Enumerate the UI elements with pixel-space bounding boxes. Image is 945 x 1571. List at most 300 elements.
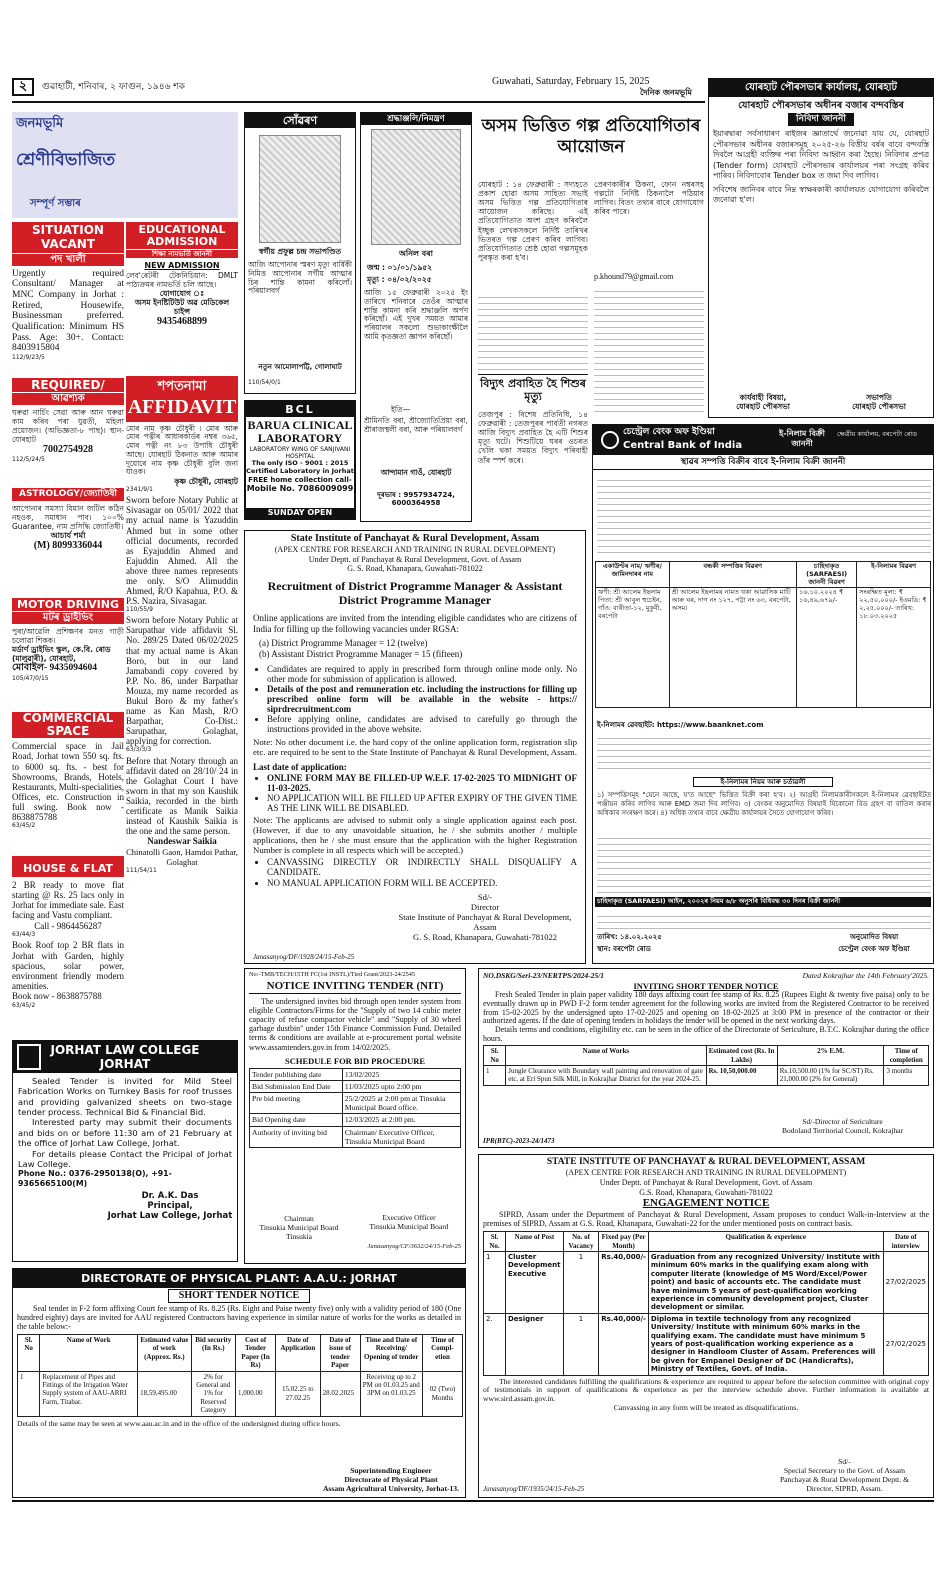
engage-title: ENGAGEMENT NOTICE: [642, 1197, 770, 1210]
siprd-head-2: (APEX CENTRE FOR RESEARCH AND TRAINING IN RURAL DEVELOPMENT): [274, 545, 556, 554]
engage-cell: Rs.40,000/-: [599, 1252, 649, 1314]
seri-ref: NO.DSKG/Seri-23/NERTPS/2024-25/1: [483, 971, 605, 980]
bank-terms-filler: [597, 833, 931, 893]
nit-cell: Pre bid meeting: [250, 1093, 343, 1114]
nit-notice: [244, 968, 466, 1264]
nit-schedule-title: SCHEDULE FOR BID PROCEDURE: [284, 1055, 426, 1066]
aau-col: Bid security (In Rs.): [191, 1335, 236, 1372]
affidavit-code-1: 2341/9/1: [126, 486, 153, 494]
house-flat-text-1: 2 BR ready to move flat starting @ Rs. 25 lacs only in Jorhat for immediate sale. East facing and Vastu compliant.: [12, 880, 124, 921]
aau-table: [17, 1334, 463, 1417]
engage-col: Name of Post: [506, 1232, 564, 1252]
affidavit-text-1: মোৰ নাম কৃষ্ণ চৌধুৰী ৷ মোৰ আৰু মোৰ পত্নীৰ আধাৰকাৰ্ডৰ নম্বৰ ৩৬৫, মোৰ পত্নী নং ৮৩ উপাধি চৌধুৰী আছে। যোৰহাট ঠিকনাত আৰু আমাৰ দুয়োৰে নাম কৃষ্ণ চৌধুৰী বুলি জনা যাওক।: [126, 423, 238, 477]
aau-sign: [323, 1466, 459, 1493]
law-college-text-3: For details please Contact the Pricipal of Jorhat Law College.: [18, 1148, 232, 1169]
bank-col-2: বন্ধকী সম্পত্তিৰ বিৱৰণ: [669, 562, 796, 588]
law-college-notice: [12, 1040, 238, 1262]
table-row: [250, 1126, 461, 1147]
nit-sign2-office: Tinsukia Municipal Board: [369, 1222, 449, 1231]
municipal-signatory-1: [713, 393, 813, 411]
seri-cell: Rs.10,500.00 (1% for SC/ST) Rs. 21,000.00 (2% for General): [777, 1066, 884, 1086]
affidavit-code-4: 111/54/11: [126, 867, 157, 875]
astrology-heading: ASTROLOGY/জ্যোতিষী: [12, 488, 124, 501]
nit-sign-1: [249, 1214, 349, 1241]
lab-free-collection: FREE home collection call-: [248, 475, 352, 484]
aau-col: Date of Application: [276, 1335, 321, 1372]
tribute-birth: জন্ম : ০১/০১/১৯৫২: [367, 263, 433, 272]
nit-title: NOTICE INVITING TENDER (NIT): [249, 980, 461, 994]
seri-title: INVITING SHORT TENDER NOTICE: [633, 981, 779, 991]
aau-sign-2: Directorate of Physical Plant: [344, 1474, 438, 1484]
aau-cell: 18,59,495.00: [138, 1371, 191, 1416]
masthead-date-english: Guwahati, Saturday, February 15, 2025: [492, 76, 650, 87]
municipal-notice: [708, 78, 934, 418]
engage-sign: [780, 1457, 909, 1493]
law-college-logo-icon: [17, 1044, 41, 1070]
seri-text-2: Details terms and conditions, eligibility etc. can be seen in the office of the Directorate of Sericulture, B.T.C. Kokrajhar during the office hours.: [483, 1024, 929, 1043]
bank-name-assamese: চেন্ট্ৰেল বেংক অফ ইণ্ডিয়া: [623, 427, 715, 437]
engage-col: No. of Vacancy: [563, 1232, 598, 1252]
law-college-sign-name: Dr. A.K. Das: [141, 1190, 199, 1201]
engage-col: Sl. No.: [484, 1232, 506, 1252]
house-flat-heading: HOUSE & FLAT: [12, 856, 124, 877]
aau-title: SHORT TENDER NOTICE: [168, 1289, 310, 1303]
municipal-sig2-office: যোৰহাট পৌৰসভা: [852, 402, 906, 411]
table-row: [484, 1046, 929, 1066]
affidavit-text-3: Sworn before Notary Public at Sarupathar vide affidavit Sl. No. 289/25 Dated 06/02/2025 that my actual name is Akan Boro, but in our land Jamabandi copy covered by P.P. No. 86, under Barpathar Mouza, my name recorded as Bukul Boro & my father's name as Kan Mash, R/O Barpathar, Co-Dist.: Sarupathar, Golaghat, applying for correction.: [126, 615, 238, 747]
nit-sign1-title: Chairman: [284, 1214, 314, 1223]
house-flat-call: Call - 9864456287: [34, 920, 102, 931]
engage-sign-2: Panchayat & Rural Development Deptt. &: [779, 1474, 909, 1484]
aau-col: Time of Compl-etion: [422, 1335, 462, 1372]
siprd-sign-3: G. S. Road, Khanapara, Guwahati-781022: [413, 932, 557, 943]
engage-col: Qualification & experience: [648, 1232, 883, 1252]
tribute-photo: [371, 129, 461, 245]
astrology-text: আপোনাৰ সমস্যা যিমান জটিল কঠিন নহওক, সমাধান পাব। ১০০% Guarantee, নাম প্ৰসিদ্ধি জ্যোতিষী।: [12, 503, 124, 531]
nit-cell: 25/2/2025 at 2:00 pm at Tinsukia Municipal Board office.: [342, 1093, 460, 1114]
siprd-signature: [393, 892, 577, 943]
motor-driving-ad: [12, 598, 124, 706]
seri-col: Name of Works: [506, 1046, 706, 1066]
aau-cell: 1,000.00: [236, 1371, 276, 1416]
educational-label: NEW ADMISSION: [144, 261, 220, 271]
astrology-name: আচাৰ্য শৰ্মা: [50, 530, 86, 540]
affidavit-code-2: 110/55/9: [126, 606, 153, 614]
municipal-more: সবিশেষ জানিবৰ বাবে নিম্ন স্বাক্ষৰকাৰী কাৰ্যালয়ত যোগাযোগ কৰিবলৈ জনোৱা হ'ল।: [713, 184, 929, 205]
engage-code: Janasanyog/DF/1935/24/15-Feb-25: [483, 1484, 585, 1493]
table-row: [18, 1371, 463, 1416]
nit-cell: 11/03/2025 upto 2:00 pm: [342, 1081, 460, 1093]
bank-website: ই-নিলামৰ ৱেবছাইট: https://www.baanknet.com: [597, 721, 764, 729]
affidavit-address-4: Chinatolli Gaon, Hamdoi Pathar, Golaghat: [126, 846, 238, 868]
aau-tender-notice: [12, 1268, 466, 1498]
obituary-code: 110/54/0/1: [248, 379, 281, 386]
story-subheadline: বিদ্যুৎ প্ৰবাহিত হৈ শিশুৰ মৃত্যু: [478, 374, 588, 403]
tribute-text: আজি ১৫ ফেব্ৰুৱাৰী ২০২৫ ইং তাৰিখে শনিবাৰে তেওঁৰ আত্মাৰ শান্তি কামনা কৰি শ্ৰদ্ধাঞ্জলি অৰ্পণ কৰিছোঁ। এই দুখৰ সময়ত আমাৰ পৰিয়ালৰ সকলো শুভাকাংক্ষীলৈ আমি কৃতজ্ঞতা জ্ঞাপন কৰিছোঁ।: [364, 288, 468, 341]
engage-footer-2: Canvassing in any form will be treated as disqualifications.: [613, 1403, 799, 1413]
obituary-name: স্বৰ্গীয় প্ৰফুল্ল চন্দ্ৰ সভাপণ্ডিত: [258, 247, 342, 256]
aau-col: Date of issue of tender Paper: [320, 1335, 360, 1372]
affidavit-subheading: AFFIDAVIT: [126, 395, 238, 422]
classifieds-brand: জনমভূমি: [16, 116, 64, 131]
engage-cell: Diploma in textile technology from any recognized University/ Institute with minimum 60% marks in the qualifying exam. The candidate must have minimum 5 years of post-qualification working experience as a designer in Handloom Cluster of Assam. Preferences will be given for Empanel Designer of DC (Handicrafts), Ministry of Textiles, Govt. of India.: [648, 1313, 883, 1375]
tribute-ad: [360, 112, 472, 522]
story-email: p.khound79@gmail.com: [594, 272, 674, 281]
required-heading: REQUIRED/: [12, 378, 124, 392]
siprd-note-2: Note: The applicants are advised to submit only a single application against each post. (However, if due to any unavoidable situation, he / she submits another / multiple applications, then he / she must ensure that the application with the higher Registration Number is complete in all respects which will be accepted.): [253, 815, 577, 855]
seri-date: Dated Kokrajhar the 14th February'2025.: [802, 971, 929, 980]
siprd-head-3: Under Deptt. of Panchayat & Rural Development, Govt. of Assam: [308, 554, 522, 564]
seri-sign-2: Bodoland Territorial Council, Kokrajhar: [782, 1126, 903, 1135]
table-row: [596, 562, 931, 588]
tribute-name: অনিল বৰা: [398, 249, 433, 258]
law-college-sign-title: Principal,: [147, 1201, 193, 1212]
bank-cell-auction: সংৰক্ষিত মূল্য: ₹ ২২,৫০,০০০/- ইএমডি: ₹ ২,২৫,০০০/- তাৰিখ: ১৮.০৩.২০২৫: [857, 588, 931, 708]
situation-vacant-ad: [12, 222, 124, 372]
educational-heading: EDUCATIONAL ADMISSION: [126, 222, 238, 249]
situation-vacant-heading: SITUATION VACANT: [12, 222, 124, 253]
table-row: [484, 1252, 929, 1314]
affidavit-name-1: কৃষ্ণ চৌধুৰী, যোৰহাট: [174, 477, 238, 487]
lab-iso: The only ISO - 9001 : 2015 Certified Laboratory in Jorhat: [246, 458, 354, 475]
nit-sign1-place: Tinsukia: [286, 1232, 312, 1241]
engage-cell: Rs.40,000/-: [599, 1313, 649, 1375]
affidavit-heading: শপতনামা: [126, 376, 238, 395]
commercial-space-text: Commercial space in Jail Road, Jorhat town 550 sq. fts. to 6000 sq. fts. - best for Showrooms, Brands, Hotels, Restaurants, Multi-specialities, Offices, etc. Construction in full swing. Book now - 8638875788: [12, 741, 124, 822]
engage-cell: Cluster Development Executive: [506, 1252, 564, 1314]
educational-phone: 9435468899: [157, 316, 207, 328]
siprd-post-b: (b) Assistant District Programme Manager = 15 (fifteen): [259, 648, 463, 659]
aau-sign-1: Superintending Engineer: [350, 1465, 432, 1475]
engage-cell: Graduation from any recognized University/ Institute with minimum 60% marks in the qualifying exam along with computer literate (knowledge of MS Word/Excel/Power point) and basic of accounts etc. The candidate must have minimum 5 years of post-qualification working experience in community development project, Cluster development or similar.: [648, 1252, 883, 1314]
siprd-sign-2: State Institute of Panchayat & Rural Development, Assam: [398, 911, 572, 933]
engage-head-3: Under Deptt. of Panchayat & Rural Development, Govt. of Assam: [599, 1177, 813, 1187]
bank-cell-property: শ্ৰী আলেম ইছলামৰ নামত থকা আৱাসিক মাটি আৰু ঘৰ, দাগ নং ১২৭, পট্টা নং ৬৩, বৰপেটা, অসম।: [669, 588, 796, 708]
nit-cell: Chairman/ Executive Officer, Tinsukia Municipal Board: [342, 1126, 460, 1147]
law-college-city: JORHAT: [99, 1057, 151, 1072]
nit-ref: No:-TMB/TECH/15TH FC(1st INSTL)/Tied Grant/2023-24/2545: [249, 971, 416, 978]
lab-subtitle: LABORATORY WING OF SANJIVANI HOSPITAL: [249, 445, 351, 460]
classifieds-banner-right: [120, 112, 238, 218]
seri-text: Fresh Sealed Tender in plain paper validity 180 days affixing court fee stamp of Rs. 8.25 (Rupees Eight & twenty five paisa) only to be eventually drawn up in PWD F-2 form tender agreement for the following works are invited from the Registered Contractor to be received from 15-02-2025 by the undersigned upto 17-02-2025 and opening on 18-02-2025 at 3:00 PM in presence of the contractor or their authorized agents. If the date of opening tenders in holidays the tender will be opened in the next working days.: [483, 990, 929, 1026]
engage-cell: 27/02/2025: [883, 1313, 928, 1375]
aau-cell: Replacement of Pipes and Fittings of the Irrigation Water Supply system of AAU-ARRI Farm, Titabar.: [40, 1371, 138, 1416]
municipal-heading: যোৰহাট পৌৰসভাৰ কাৰ্যালয়, যোৰহাট: [709, 79, 933, 97]
law-college-header: [13, 1041, 237, 1073]
siprd-bullet-2: • Details of the post and remuneration etc. including the instructions for filling up prescribed online form will be available in the website - https:// siprdrecruitment.com: [267, 684, 577, 714]
nit-cell: 12/03/2025 at 2:00 pm.: [342, 1114, 460, 1126]
story-text-1: যোৰহাট : ১৪ ফেব্ৰুৱাৰী : সদ্যহতে প্ৰকাশ হোৱা অসম সাহিত্য সভাই অসম ভিত্তিত গল্প প্ৰতিযোগিতাৰ আয়োজন কৰিছে। এই প্ৰতিযোগিতাত অংশ গ্ৰহণ কৰিবলৈ ইচ্ছুক লেখকসকলে নিৰ্দিষ্ট তাৰিখৰ ভিতৰত গল্প প্ৰেৰণ কৰিব লাগিব। প্ৰতিযোগিতাত শ্ৰেষ্ঠ হোৱা গল্পসমূহক পুৰস্কৃত কৰা হ'ব।: [478, 180, 588, 262]
aau-cell: 1: [18, 1371, 40, 1416]
aau-col: Cost of Tender Paper (In Rs): [236, 1335, 276, 1372]
engage-table: [483, 1231, 929, 1375]
commercial-space-heading: COMMERCIAL SPACE: [12, 712, 124, 738]
page-number: ২: [12, 78, 34, 96]
bank-cell-borrower: ঋণী: শ্ৰী আলেম ইছলাম পিতা: শ্ৰী আবুল হুচেইন, গাঁও: বাৰীতা-১২, মুকুবী, বৰপেটা: [596, 588, 670, 708]
house-flat-code-1: 63/44/3: [12, 931, 36, 939]
aau-footer: Details of the same may be seen at www.aau.ac.in and in the office of the undersigned during office hours.: [17, 1418, 341, 1428]
house-flat-code-2: 63/45/2: [12, 1001, 36, 1009]
engage-col: Fixed pay (Per Month): [599, 1232, 649, 1252]
lab-title: BARUA CLINICAL LABORATORY: [247, 418, 353, 446]
story-text-3: তেজপুৰ : বিশেষ প্ৰতিনিধি, ১৪ ফেব্ৰুৱাৰী : তেজপুৰৰ পাৰ্বতী নগৰত আজি বিদ্যুৎ প্ৰবাহিত হৈ এটি শিশুৰ মৃত্যু ঘটে। শিশুটিয়ে ঘৰৰ ওচৰত খেলি থকা সময়ত বিদ্যুৎ পৰিবাহী তাঁৰ স্পৰ্শ কৰে।: [478, 410, 588, 465]
motor-driving-code: 105/47/0/15: [12, 674, 49, 682]
obituary-heading: সোঁৱৰণ: [245, 113, 355, 128]
siprd-title: Recruitment of District Programme Manager & Assistant District Programme Manager: [267, 578, 563, 607]
aau-cell: 28.02.2025: [320, 1371, 360, 1416]
table-row: [484, 1066, 929, 1086]
municipal-signatory-2: [829, 393, 929, 411]
commercial-space-ad: [12, 712, 124, 852]
aau-cell: Receiving up to 2 PM on 01.03.25 and 3PM on 01.03.25: [360, 1371, 422, 1416]
motor-driving-phone: মোবাইল- 9435094604: [12, 663, 97, 674]
table-row: [596, 588, 931, 708]
bank-logo-icon: [601, 431, 619, 449]
aau-cell: 02 (Two) Months: [422, 1371, 462, 1416]
nit-cell: Authority of inviting bid: [250, 1126, 343, 1147]
story-headline: অসম ভিত্তিত গল্প প্ৰতিযোগিতাৰ আয়োজন: [481, 116, 701, 158]
lab-ad: [244, 400, 356, 520]
municipal-sig1-office: যোৰহাট পৌৰসভা: [736, 402, 790, 411]
bank-terms-heading: ই-নিলামৰ নিয়ম আৰু চৰ্তাৱলী: [693, 777, 833, 787]
seri-cell: Jungle Clearance with Boundary wall painting and renovation of gate etc. at Eri Spun Silk Mill, in Kokrajhar District for the year 2024-25.: [506, 1066, 706, 1086]
bank-property-table: [595, 561, 931, 708]
nit-sign-2: [357, 1213, 461, 1231]
seri-col: Time of completion: [884, 1046, 929, 1066]
bank-heading: স্থাৱৰ সম্পত্তি বিক্ৰীৰ বাবে ই-নিলাম বিক্ৰী জাননী: [593, 455, 933, 470]
siprd-warning-2: • NO MANUAL APPLICATION FORM WILL BE ACCEPTED.: [267, 878, 577, 888]
educational-subheading: শিক্ষা নামভৰ্তি জাননী: [126, 250, 238, 258]
nit-cell: 13/02/2025: [342, 1069, 460, 1081]
tribute-heading: শ্ৰদ্ধাঞ্জলি/নিমন্ত্ৰণ: [361, 113, 471, 125]
nit-text: The undersigned invites bid through open tender system from eligible Contractors/Firms for the "Supply of two 14 cubic meter capacity of refuse compactor vehicle" and "Supply of 30 wheel garbage dustbin" under 15th Finance Commission Fund. Detailed terms & conditions are available at e-procurement portal website www.assamtenders.gov.in from 14/02/2025.: [249, 996, 461, 1052]
table-row: [250, 1114, 461, 1126]
siprd-last-date-1: • ONLINE FORM MAY BE FILLED-UP W.E.F. 17-02-2025 TO MIDNIGHT OF 11-03-2025.: [267, 773, 577, 793]
page-bottom-rule: [12, 1500, 934, 1502]
engage-head-1: STATE INSTITUTE OF PANCHAYAT & RURAL DEVELOPMENT, ASSAM: [546, 1157, 866, 1167]
siprd-intro: Online applications are invited from the intending eligible candidates who are citizens of India for filling up the following vacancies under RGSA:: [253, 613, 577, 634]
bank-name: Central Bank of India: [623, 440, 743, 451]
seri-cell: 1: [484, 1066, 506, 1086]
engage-cell: 2.: [484, 1313, 506, 1375]
seri-col: 2% E.M.: [777, 1046, 884, 1066]
story-text-2: প্ৰেৰণকাৰীৰ ঠিকনা, ফোন নম্বৰসহ গল্পটো নিৰ্দিষ্ট ঠিকনালৈ পঠিয়াব লাগিব। বিতং তথ্যৰ বাবে যোগাযোগ কৰিব পাৰে।: [594, 180, 704, 217]
bank-terms-text: ১) সম্পত্তিসমূহ "যেনে আছে, য'ত আছে" ভিত্তিত বিক্ৰী কৰা হ'ব। ২) আগ্ৰহী নিলামকাৰীসকলে ই-নিলামৰ ৱেবছাইটত পঞ্জীয়ন কৰিব লাগিব আৰু EMD জমা দিব লাগিব। ৩) বেংকৰ অনুমোদিত বিষয়াই যিকোনো বিড গ্ৰহণ বা বাতিল কৰাৰ অধিকাৰ সংৰক্ষণ কৰে। ৪) অধিক তথ্যৰ বাবে ক্ষেত্ৰীয় কাৰ্যালয়ৰ সৈতে যোগাযোগ কৰিব।: [597, 791, 931, 817]
house-flat-ad: [12, 856, 124, 1036]
siprd-bullets: [267, 664, 577, 735]
nit-sign2-title: Executive Officer: [382, 1213, 436, 1222]
house-flat-text-2: Book Roof top 2 BR flats in Jorhat with Garden, highly spacious, solar power, environment friendly modern amenities.: [12, 940, 124, 991]
required-subheading: আৱশ্যক: [12, 393, 124, 405]
motor-driving-subheading: মটৰ ড্ৰাইভিং: [12, 612, 124, 624]
motor-driving-school: মৰ্ডাৰ্ণ ড্ৰাইভিং স্কুল, কে.বি. ৰোড (মালুৱাৰী), যোৰহাট,: [12, 645, 111, 664]
affidavit-code-3: 63/3/3/3: [126, 746, 152, 754]
bank-authorised-bank: চেণ্ট্ৰেল বেংক অফ ইণ্ডিয়া: [838, 945, 910, 953]
engage-footer-1: The interested candidates fulfilling the qualifications & experience are required to appear before the selection committee with original copy of testimonials in support of qualifications & experience as per the interview schedule above. Further information is available at www.sird.assam.gov.in.: [483, 1376, 929, 1403]
aau-col: Time and Date of Receiving/ Opening of tender: [360, 1335, 422, 1372]
aau-col: Name of Work: [40, 1335, 138, 1372]
astrology-ad: [12, 488, 124, 588]
required-text: ঘৰুৱা নাৰ্চিং সেৱা আৰু আন ঘৰুৱা কাম কৰিব পৰা যুৱতী, মহিলা প্ৰয়োজন। (অভিজ্ঞতা-৮ পাছ)। স্থান- যোৰহাট: [12, 408, 124, 445]
engage-sign-3: Director, SIPRD, Assam.: [806, 1483, 883, 1493]
situation-vacant-subheading: পদ খালী: [12, 254, 124, 266]
bank-place: স্থান: বৰপেটা ৰোড: [597, 945, 651, 953]
lab-logo: BCL: [246, 402, 354, 417]
engage-cell: 27/02/2025: [883, 1252, 928, 1314]
obituary-ad: [244, 112, 356, 394]
aau-text: Seal tender in F-2 form affixing Court fee stamp of Rs. 8.25 (Rs. Eight and Paise twenty five) only with a validity period of 180 (One hundred eighty) days are invited for AAU registered Contractors having experience in similar nature of works for the works as detailed in the table below:-: [17, 1304, 461, 1332]
table-row: [250, 1093, 461, 1114]
siprd-note-1: Note: No other document i.e. the hard copy of the online application form, registration slip etc. are required to be sent to the State Institute of Panchayat & Rural Development, Assam.: [253, 737, 577, 758]
lab-sunday-open: SUNDAY OPEN: [246, 508, 354, 518]
nit-sign1-office: Tinsukia Municipal Board: [259, 1223, 339, 1232]
municipal-notice-label: নিবিদা জাননী: [788, 113, 854, 126]
municipal-subheading: যোৰহাট পৌৰসভাৰ অধীনৰ বজাৰ বন্দবস্তিৰ: [738, 100, 904, 111]
classifieds-banner: [12, 112, 120, 218]
educational-institute: অসম ইনষ্টিটিউট অৱ মেডিকেল চাইন্স: [134, 298, 230, 317]
bank-col-3: চাহিদাকৃত (SARFAESI) জাননী বিৱৰণ: [796, 562, 856, 588]
classifieds-subtitle: সম্পূৰ্ণ সম্ভাৰ: [30, 198, 81, 209]
bank-cell-demand: ১৬.১০.২০২৪ ₹ ১৬,৪৯,৬৭৯/-: [796, 588, 856, 708]
law-college-name: JORHAT LAW COLLEGE: [50, 1043, 200, 1057]
engage-head-4: G.S. Road, Khanapara, Guwahati-781022: [639, 1187, 773, 1197]
siprd-bullet-3: • Before applying online, candidates are advised to carefully go through the instructions provided in the above website.: [267, 714, 577, 734]
seri-col: Sl. No: [484, 1046, 506, 1066]
engage-sign-1: Special Secretary to the Govt. of Assam: [783, 1465, 906, 1475]
tribute-phone: দূৰভাষ : 9957934724, 6000364958: [377, 491, 455, 508]
educational-contact-label: যোগাযোগ ঃ: [159, 289, 205, 299]
siprd-head-1: State Institute of Panchayat & Rural Development, Assam: [290, 533, 540, 544]
seri-code: IPR(BTC)-2023-24/1473: [483, 1136, 555, 1145]
engage-intro: SIPRD, Assam under the Department of Panchayat & Rural Development, Assam proposes to conduct Walk-in-Interview at the premises of SIPRD, Assam at G.S. Road, Khanapara, Guwahati-22 for the under mentioned posts on contract basis.: [483, 1210, 929, 1229]
bank-authorised-officer: অনুমোদিত বিষয়া: [849, 933, 899, 941]
educational-admission-ad: [126, 222, 238, 370]
affidavit-name-4: Nandeswar Saikia: [147, 836, 217, 847]
affidavit-column: [126, 376, 238, 1036]
bank-sarfaesi-notice: চাহিদাকৃত (SARFAESI) আইন, ২০০২ৰ নিয়ম ৬/৮ অনুসৰি বিধিবদ্ধ ৩০ দিনৰ বিক্ৰী জাননী: [595, 897, 931, 907]
municipal-sig2-title: সভাপতি: [866, 393, 892, 402]
siprd-last-date-heading: Last date of application:: [253, 761, 347, 772]
tribute-from: ইতি—: [391, 405, 411, 414]
masthead-rule: [12, 101, 705, 103]
tribute-address: আন্দামান গাওঁ, যোৰহাট: [380, 468, 452, 477]
nit-cell: Bid Submission End Date: [250, 1081, 343, 1093]
siprd-head-4: G. S. Road, Khanapara, Guwahati-781022: [347, 564, 483, 574]
seri-sign: [782, 1117, 903, 1135]
engage-cell: 1: [563, 1313, 598, 1375]
bank-auction-notice: [592, 424, 934, 964]
siprd-warnings: [267, 857, 577, 887]
masthead-paper-name: দৈনিক জনমভূমি: [640, 88, 692, 97]
astrology-phone: (M) 8099336044: [33, 540, 103, 552]
engage-sd: Sd/-: [838, 1456, 851, 1466]
required-phone: 7002754928: [43, 444, 93, 456]
engage-cell: Designer: [506, 1313, 564, 1375]
aau-cell: 15.02.25 to 27.02.25: [276, 1371, 321, 1416]
table-row: [250, 1081, 461, 1093]
municipal-text: ইয়াৰদ্বাৰা সৰ্বসাধাৰণ ৰাইজৰ জ্ঞাতাৰ্থে জনোৱা যায় যে, যোৰহাট পৌৰসভাৰ অধীনৰ বজাৰসমূহ ২০২৫-২৬ বিত্তীয় বৰ্ষৰ বাবে বন্দবস্তি দিবলৈ আগ্ৰহী ব্যক্তিৰ পৰা নিবিদা আহ্বান কৰা হৈছে। নিবিদাৰ প্ৰপত্ৰ (Tender form) যোৰহাট পৌৰসভাৰ কাৰ্যালয়ৰ পৰা সংগ্ৰহ কৰিব পাৰিব। নিবিদাবোৰ Tender box ত জমা দিব লাগিব।: [713, 129, 929, 181]
lab-mobile: Mobile No. 7086009099: [246, 483, 354, 493]
aau-sign-3: Assam Agricultural University, Jorhat-13.: [322, 1483, 459, 1493]
siprd-bullet-1: • Candidates are required to apply in prescribed form through online mode only. No other mode for submission of application is allowed.: [267, 664, 577, 684]
law-college-sign: [103, 1191, 237, 1222]
siprd-sd: Sd/-: [477, 891, 493, 902]
house-flat-book: Book now - 8638875788: [12, 990, 102, 1001]
educational-text: লেব'ৰেটৰী টেকনিচিয়ান: DMLT পাঠ্যক্ৰমৰ নামভৰ্তি চলি আছে।: [126, 271, 238, 290]
bank-date: তাৰিখ: ১৪.০২.২০২৫: [597, 933, 662, 941]
siprd-last-dates: [267, 773, 577, 813]
aau-col: Estimated value of work (Approx. Rs.): [138, 1335, 191, 1372]
bank-instructions: [597, 733, 931, 773]
affidavit-text-2: Sworn before Notary Public at Sivasagar on 05/01/ 2022 that my actual name is Yazuddin Ahmed but in some other official documents, recorded as Eyajuddin Ahmed and Eajuddin Ahmed. All the above three names represents me only. S/O Alimuddin Ahmed, R/O Kapahua, P.O. & P.S. Nazira, Sivasagar.: [126, 495, 238, 607]
affidavit-text-4: Before that Notary through an affidavit dated on 28/10/ 24 in the Golaghat Court I have sworn in that my son Kaushik Saikia, recorded in the birth certificate as Manik Saikia instead of Kaushik Saikia is the one and the same person.: [126, 755, 238, 837]
law-college-sign-office: Jorhat Law College, Jorhat: [107, 1211, 233, 1222]
masthead-date-assamese: গুৱাহাটী, শনিবাৰ, ২ ফাগুন, ১৯৪৬ শক: [42, 82, 185, 92]
tribute-family: শ্ৰীমিনতি বৰা, শ্ৰীজ্যোতিপ্ৰিয়া বৰা, শ্ৰীৰাজস্থলী বৰা, আৰু পৰিয়ালবৰ্গ: [364, 416, 468, 434]
tribute-death: মৃত্যু : ০৪/০২/২০২৫: [367, 275, 432, 284]
story-text-filler: [478, 292, 588, 370]
siprd-recruitment-notice: [244, 530, 586, 964]
seri-cell: 3 months: [884, 1066, 929, 1086]
engagement-notice: [478, 1154, 934, 1498]
seri-sign-1: Sd/-Director of Sericulture: [802, 1117, 883, 1126]
bank-col-4: ই-নিলামৰ বিৱৰণ: [857, 562, 931, 588]
siprd-sign-1: Director: [470, 901, 500, 912]
aau-cell: 2% for General and 1% for Reserved Category: [191, 1371, 236, 1416]
motor-driving-heading: MOTOR DRIVING: [12, 598, 124, 611]
nit-cell: Tender publishing date: [250, 1069, 343, 1081]
seri-col: Estimated cost (Rs. In Lakhs): [706, 1046, 777, 1066]
bank-address: ক্ষেত্ৰীয় কাৰ্যালয়, বৰপেটা ৰোড: [837, 430, 918, 438]
aau-heading: DIRECTORATE OF PHYSICAL PLANT: A.A.U.: JORHAT: [13, 1269, 465, 1288]
siprd-code: Janasanyog/DF/1928/24/15-Feb-25: [253, 952, 355, 961]
law-college-text-2: Interested party may submit their documents and bids on or before 11:30 am of 21 February at the office of Jorhat Law College, Jorhat.: [18, 1117, 232, 1149]
municipal-sig1-title: কাৰ্যবাহী বিষয়া,: [739, 393, 787, 402]
nit-code: Janasanyog/CF/3632/24/15-Feb-25: [367, 1243, 461, 1251]
classifieds-title: শ্ৰেণীবিভাজিত: [16, 150, 116, 170]
bank-preamble: [597, 475, 931, 555]
bank-sarfaesi-text: [597, 911, 931, 929]
siprd-post-a: (a) District Programme Manager = 12 (twelve): [259, 638, 428, 649]
bank-auction-label: ই-নিলাম বিক্ৰী জাননী: [779, 429, 825, 448]
nit-schedule-table: [249, 1068, 461, 1148]
nit-cell: Bid Opening date: [250, 1114, 343, 1126]
table-row: [484, 1313, 929, 1375]
commercial-space-code: 63/45/2: [12, 822, 36, 829]
law-college-phone: Phone No.: 0376-2950138(O), +91-9365665100(M): [18, 1169, 172, 1188]
required-code: 112/5/24/5: [12, 456, 45, 464]
engage-col: Date of interview: [883, 1232, 928, 1252]
law-college-text: Sealed Tender is invited for Mild Steel Fabrication Works on Turnkey Basis for roof trusses and providing galvanized sheets on two-stage tender process. Technical Bid & Financial Bid.: [18, 1076, 232, 1118]
obituary-address: নতুন আমোলাপট্টি, গোলাঘাট: [258, 363, 342, 371]
table-row: [250, 1069, 461, 1081]
table-row: [18, 1335, 463, 1372]
siprd-last-date-2: • NO APPLICATION WILL BE FILLED UP AFTER EXPIRY OF THE GIVEN TIME AS THE LINK WILL BE DISABLED.: [267, 793, 577, 813]
obituary-text: আজি আপোনাৰ স্মৰণ মৃত্যু বাৰ্ষিকী নিমিত্ত আপোনাৰ সৰ্গীয় আত্মাৰ চিৰ শান্তি কামনা কৰিলোঁ। পৰিয়ালবৰ্গ: [248, 260, 352, 296]
bank-col-1: একাউণ্টৰ নাম/ ঋণীৰ/ জামিনদাৰৰ নাম: [596, 562, 670, 588]
engage-cell: 1: [563, 1252, 598, 1314]
siprd-warning-1: • CANVASSING DIRECTLY OR INDIRECTLY SHALL DISQUALIFY A CANDIDATE.: [267, 857, 577, 877]
table-row: [484, 1232, 929, 1252]
obituary-photo: [259, 135, 341, 243]
engage-head-2: (APEX CENTRE FOR RESEARCH AND TRAINING IN RURAL DEVELOPMENT): [565, 1168, 847, 1178]
story-text-filler-2: [594, 286, 704, 416]
sericulture-notice: [478, 968, 934, 1148]
bank-header: [593, 425, 933, 455]
situation-vacant-code: 112/9/23/5: [12, 353, 45, 361]
seri-table: [483, 1045, 929, 1086]
motor-driving-text: পুৰা/আৱেলি প্ৰশিক্ষণৰ মনত গাড়ী চলোৱা শিকক।: [12, 627, 124, 646]
